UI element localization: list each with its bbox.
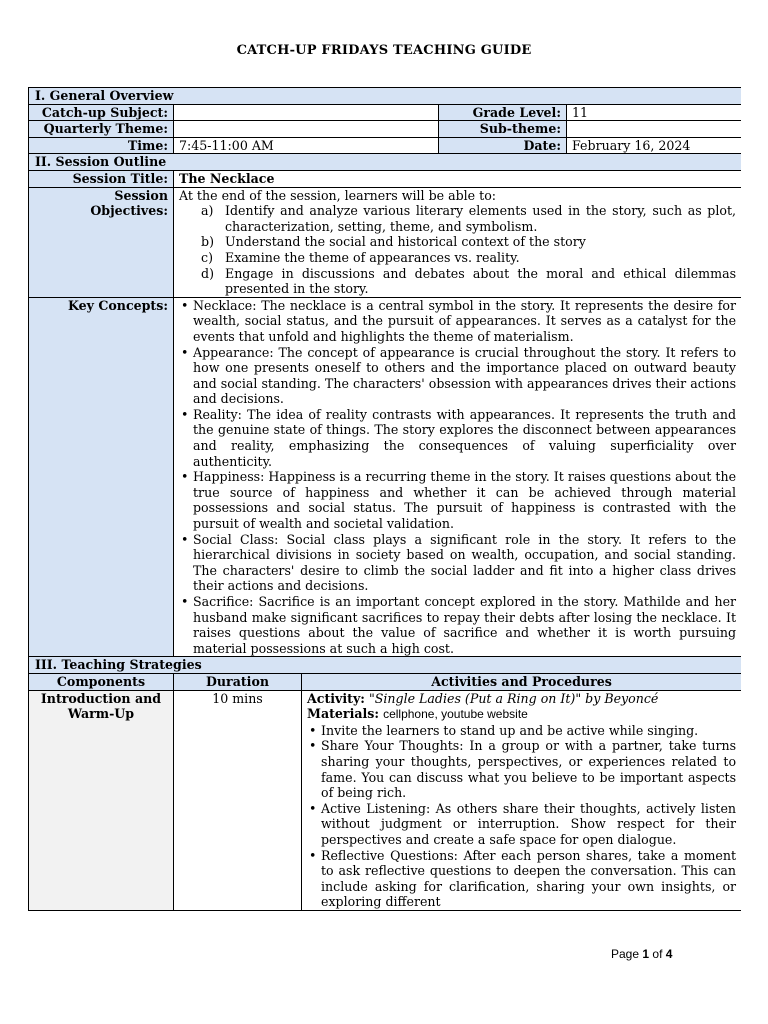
objective-item: Identify and analyze various literary elements used in the story, such as plot, characterization, setting, theme, and symbolism. (225, 203, 737, 234)
page-title: CATCH-UP FRIDAYS TEACHING GUIDE (236, 43, 532, 58)
key-concept-item: • Happiness: Happiness is a recurring theme in the story. It raises questions about the true source of happiness and whether it can be achieved through material possessions and social status. The pursuit of happiness is contrasted with the pursuit of wealth and societal validation. (179, 469, 736, 531)
objective-item: Engage in discussions and debates about the moral and ethical dilemmas presented in the story. (225, 265, 737, 297)
grade-level-label: Grade Level: (439, 104, 567, 121)
objectives-list (179, 203, 736, 297)
row-time (29, 137, 742, 154)
date-value: February 16, 2024 (567, 137, 742, 154)
section-session-outline (29, 154, 742, 171)
page-prefix: Page (611, 947, 640, 961)
section-heading: II. Session Outline (29, 154, 742, 171)
quarterly-theme-value (174, 121, 439, 138)
objectives-cell (174, 187, 742, 297)
materials-value: cellphone, youtube website (383, 707, 528, 722)
component-cell: Introduction and Warm-Up (29, 690, 174, 910)
key-concept-item: • Reality: The idea of reality contrasts with appearances. It represents the truth and the genuine state of things. The story explores the disconnect between appearances and reality, emphasizing the consequences of valuing superficiality over authenticity. (179, 407, 736, 469)
section-general-overview (29, 88, 742, 105)
row-session-title (29, 170, 742, 187)
row-catchup-subject (29, 104, 742, 121)
objectives-label (29, 187, 174, 297)
page-number (611, 947, 672, 961)
activity-value: "Single Ladies (Put a Ring on It)" by Beyoncé (368, 690, 659, 706)
sub-theme-value (567, 121, 742, 138)
key-concepts-cell (174, 297, 742, 657)
col-header-activities: Activities and Procedures (302, 673, 742, 690)
procedure-item: • Invite the learners to stand up and be active while singing. (307, 723, 736, 739)
page-current: 1 (642, 947, 650, 961)
key-concept-item: • Sacrifice: Sacrifice is an important concept explored in the story. Mathilde and her husband make significant sacrifices to repay their debts after losing the necklace. It raises questions about the value of sacrifice and whether it is worth pursuing material possessions at such a high cost. (179, 594, 736, 656)
duration-cell: 10 mins (174, 690, 302, 910)
key-concept-item: • Necklace: The necklace is a central symbol in the story. It represents the desire for wealth, social status, and the pursuit of appearances. It serves as a catalyst for the events that unfold and highlights the theme of materialism. (179, 298, 736, 345)
col-header-duration: Duration (174, 673, 302, 690)
session-title-value: The Necklace (174, 170, 742, 187)
objective-item: Understand the social and historical context of the story (225, 234, 586, 250)
activity-label: Activity: (307, 690, 365, 706)
session-title-label: Session Title: (29, 170, 174, 187)
procedure-item: • Active Listening: As others share their thoughts, actively listen without judgment or interruption. Show respect for their perspectives and create a safe space for open dialogue. (307, 801, 736, 848)
section-heading: I. General Overview (29, 88, 742, 105)
row-session-objectives (29, 187, 742, 297)
key-concept-item: • Social Class: Social class plays a significant role in the story. It refers to the hierarchical divisions in society based on wealth, occupation, and social standing. The characters' desire to climb the social ladder and fit into a higher class drives their actions and decisions. (179, 532, 736, 594)
key-concepts-label: Key Concepts: (29, 297, 174, 657)
procedures-list (307, 723, 736, 910)
activity-line (307, 691, 736, 707)
objectives-label-line: Session (114, 187, 168, 203)
section-teaching-strategies (29, 657, 742, 674)
objective-item: Examine the theme of appearances vs. reality. (225, 249, 520, 265)
procedure-item: • Reflective Questions: After each person shares, take a moment to ask reflective questions to deepen the conversation. This can include asking for clarification, sharing your own insights, or exploring different (307, 848, 736, 910)
key-concepts-list (179, 298, 736, 657)
grade-level-value: 11 (567, 104, 742, 121)
materials-label: Materials: (307, 706, 380, 722)
teaching-guide-table-container (28, 87, 741, 936)
date-label: Date: (439, 137, 567, 154)
quarterly-theme-label: Quarterly Theme: (29, 121, 174, 138)
col-header-components: Components (29, 673, 174, 690)
strategy-row (29, 690, 742, 910)
materials-line (307, 706, 736, 723)
strategies-header-row (29, 673, 742, 690)
activities-cell (302, 690, 742, 910)
objectives-label-line: Objectives: (90, 203, 168, 219)
page-of: of (652, 947, 663, 961)
procedure-item: • Share Your Thoughts: In a group or with a partner, take turns sharing your thoughts, perspectives, or experiences related to fame. You can discuss what you believe to be important aspects of being rich. (307, 738, 736, 800)
teaching-guide-table (28, 87, 741, 911)
row-key-concepts (29, 297, 742, 657)
key-concept-item: • Appearance: The concept of appearance is crucial throughout the story. It refers to how one presents oneself to others and the importance placed on outward beauty and social standing. The characters' obsession with appearances drives their actions and decisions. (179, 345, 736, 407)
catchup-subject-value (174, 104, 439, 121)
row-quarterly-theme (29, 121, 742, 138)
time-label: Time: (29, 137, 174, 154)
catchup-subject-label: Catch-up Subject: (29, 104, 174, 121)
objectives-intro: At the end of the session, learners will be able to: (179, 187, 497, 203)
sub-theme-label: Sub-theme: (439, 121, 567, 138)
page-total: 4 (665, 947, 673, 961)
time-value: 7:45-11:00 AM (174, 137, 439, 154)
section-heading: III. Teaching Strategies (29, 657, 742, 674)
